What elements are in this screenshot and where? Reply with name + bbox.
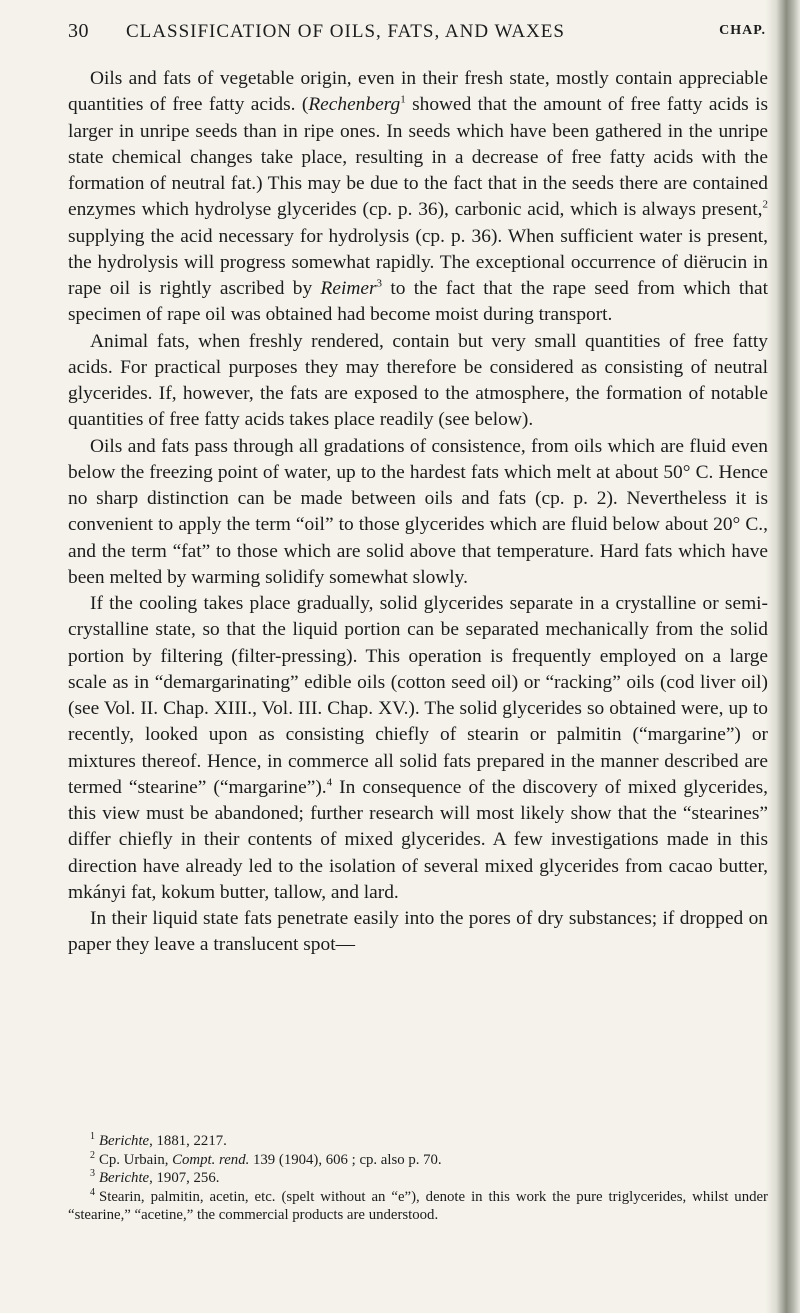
text-run: supplying the acid necessary for hydrolysis (cp. p. 36). When sufficient water is present, the hydrolysis will progress somewhat rapidly. The exceptional occurrence of diërucin in rape oil is rightly ascribed by	[68, 225, 768, 299]
text-run: Oils and fats pass through all gradations of consistence, from oils which are fluid even below the freezing point of water, up to the hardest fats which melt at about 50° C. Hence no sharp distinction can be made between oils and fats (cp. p. 2). Nevertheless it is convenient to apply the term “oil” to those glycerides which are fluid below about 20° C., and the term “fat” to those which are solid above that temperature. Hard fats which have been melted by warming solidify somewhat slowly.	[68, 435, 768, 588]
text-run: 139 (1904), 606 ; cp. also p. 70.	[249, 1151, 442, 1168]
italic-text: Berichte	[99, 1170, 150, 1186]
footnote	[68, 1188, 768, 1225]
paragraph	[68, 591, 768, 906]
italic-text: Compt. rend.	[172, 1151, 250, 1168]
text-run: to the fact that the rape seed from which that specimen of rape oil was obtained had become moist during transport.	[68, 278, 768, 326]
footnote-reference: 4	[326, 776, 333, 789]
footnote-reference: 2	[762, 198, 768, 211]
text-run: Cp. Urbain,	[99, 1151, 173, 1168]
paragraph	[68, 434, 768, 592]
page-binding-edge	[766, 0, 800, 1313]
footnote-mark: 3	[90, 1168, 95, 1180]
footnote-reference: 1	[400, 93, 406, 106]
paragraph	[68, 329, 768, 434]
footnote	[68, 1151, 768, 1170]
footnote-reference: 3	[376, 277, 383, 290]
text-run: showed that the amount of free fatty acids is larger in unripe seeds than in ripe ones. In seeds which have been gathered in the unripe state chemical changes take place, resulting in a decrease of free fatty acids with the formation of neutral fat.) This may be due to the fact that in the seeds there are contained enzymes which hydrolyse glycerides (cp. p. 36), carbonic acid, which is always present,	[68, 94, 769, 221]
footnote-mark: 4	[90, 1186, 95, 1198]
text-run: , 1881, 2217.	[149, 1133, 227, 1149]
running-head: CLASSIFICATION OF OILS, FATS, AND WAXES	[126, 21, 565, 42]
body-text	[68, 66, 768, 959]
italic-text: Rechenberg	[308, 94, 401, 116]
footnote-mark: 2	[90, 1149, 95, 1161]
paragraph	[68, 66, 768, 329]
footnotes	[68, 1132, 768, 1225]
footnote	[68, 1132, 768, 1151]
footnote-mark: 1	[90, 1131, 95, 1143]
chapter-abbrev: CHAP.	[719, 23, 766, 38]
italic-text: Berichte	[99, 1133, 150, 1149]
footnote	[68, 1169, 768, 1188]
italic-text: Reimer	[320, 278, 377, 299]
paragraph	[68, 906, 768, 959]
text-run: In consequence of the discovery of mixed glycerides, this view must be abandoned; further research will most likely show that the “stearines” differ chiefly in their contents of mixed glycerides. A few investigations made in this direction have already led to the isolation of several mixed glycerides from cacao butter, mkányi fat, kokum butter, tallow, and lard.	[68, 776, 768, 903]
text-run: In their liquid state fats penetrate easily into the pores of dry substances; if dropped on paper they leave a translucent spot—	[68, 908, 768, 956]
page-number: 30	[68, 20, 89, 42]
text-run: If the cooling takes place gradually, solid glycerides separate in a crystalline or semi-crystalline state, so that the liquid portion can be separated mechanically from the solid portion by filtering (filter-pressing). This operation is frequently employed on a large scale as in “demargarinating” edible oils (cotton seed oil) or “racking” oils (cod liver oil) (see Vol. II. Chap. XIII., Vol. III. Chap. XV.). The solid glycerides so obtained were, up to recently, looked upon as consisting chiefly of stearin or palmitin (“margarine”) or mixtures thereof. Hence, in commerce all solid fats prepared in the manner described are termed “stearine” (“margarine”).	[68, 593, 768, 798]
page-header	[68, 20, 768, 50]
text-run: , 1907, 256.	[149, 1170, 220, 1186]
text-run: Stearin, palmitin, acetin, etc. (spelt without an “e”), denote in this work the pure triglycerides, whilst under “stearine,” “acetine,” the commercial products are understood.	[68, 1188, 768, 1223]
text-run: Oils and fats of vegetable origin, even in their fresh state, mostly contain appreciable quantities of free fatty acids. (	[68, 68, 768, 116]
text-run: Animal fats, when freshly rendered, contain but very small quantities of free fatty acids. For practical purposes they may therefore be considered as consisting of neutral glycerides. If, however, the fats are exposed to the atmosphere, the formation of notable quantities of free fatty acids takes place readily (see below).	[68, 330, 768, 431]
